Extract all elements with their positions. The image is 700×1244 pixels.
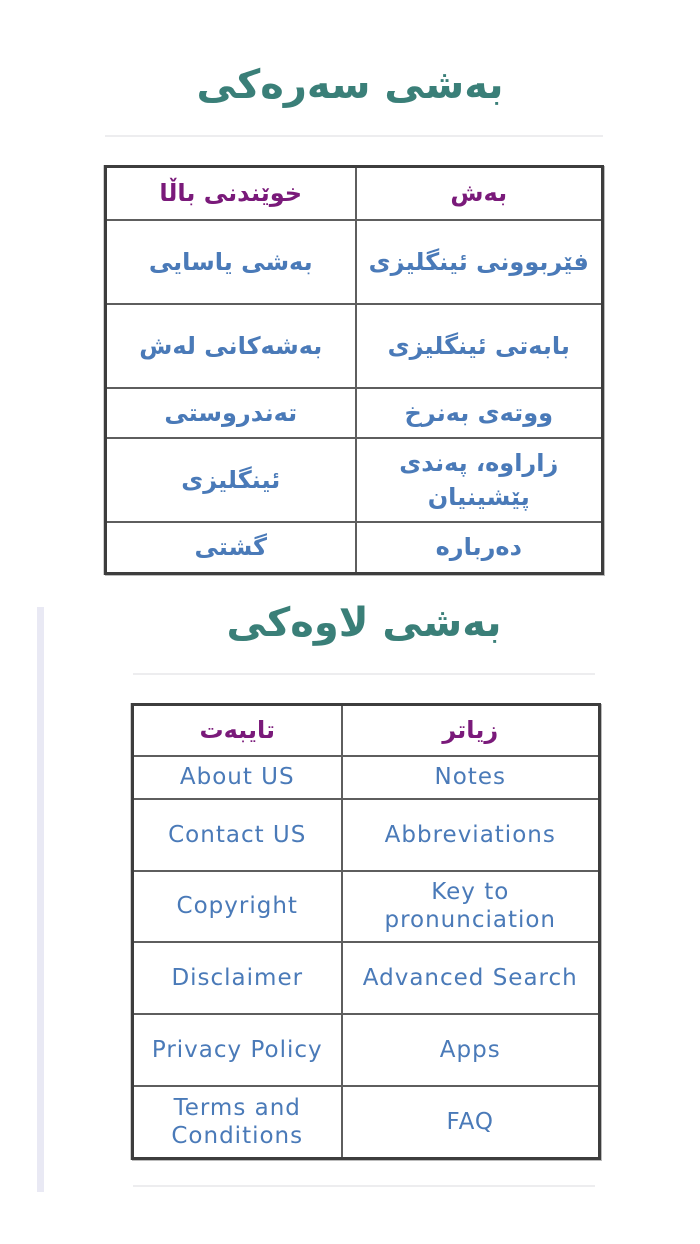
link-about-us[interactable]: About US	[133, 756, 342, 799]
table-row	[133, 871, 600, 942]
table-row	[133, 1014, 600, 1086]
link-body-parts[interactable]: بەشەکانی لەش	[106, 304, 356, 388]
link-idioms-proverbs[interactable]: زاراوە، پەندی پێشینیان	[356, 438, 603, 522]
table-header-row	[133, 705, 600, 756]
table-row	[133, 942, 600, 1014]
link-english-topics[interactable]: بابەتی ئینگلیزی	[356, 304, 603, 388]
main-section-title: بەشی سەرەکی	[196, 62, 504, 108]
link-legal-section[interactable]: بەشی یاسایی	[106, 220, 356, 304]
secondary-section-divider	[133, 673, 595, 675]
link-health[interactable]: تەندروستی	[106, 388, 356, 438]
column-header-more: زیاتر	[342, 705, 600, 756]
table-row	[133, 756, 600, 799]
link-abbreviations[interactable]: Abbreviations	[342, 799, 600, 871]
table-row	[106, 388, 603, 438]
table-row	[133, 1086, 600, 1159]
link-about[interactable]: دەربارە	[356, 522, 603, 574]
link-notes[interactable]: Notes	[342, 756, 600, 799]
link-english[interactable]: ئینگلیزی	[106, 438, 356, 522]
link-copyright[interactable]: Copyright	[133, 871, 342, 942]
link-privacy-policy[interactable]: Privacy Policy	[133, 1014, 342, 1086]
column-header-special: تایبەت	[133, 705, 342, 756]
link-learning-english[interactable]: فێربوونی ئینگلیزی	[356, 220, 603, 304]
side-bar	[37, 607, 44, 1192]
column-header-higher-education: خوێندنی باڵا	[106, 167, 356, 220]
table-row	[106, 304, 603, 388]
table-row	[106, 522, 603, 574]
bottom-divider	[133, 1185, 595, 1187]
link-quotes[interactable]: ووتەی بەنرخ	[356, 388, 603, 438]
link-terms-and-conditions[interactable]: Terms and Conditions	[133, 1086, 342, 1159]
secondary-section-title: بەشی لاوەکی	[226, 600, 502, 646]
link-key-to-pronunciation[interactable]: Key to pronunciation	[342, 871, 600, 942]
main-section-table	[104, 165, 604, 575]
table-row	[133, 799, 600, 871]
link-contact-us[interactable]: Contact US	[133, 799, 342, 871]
link-advanced-search[interactable]: Advanced Search	[342, 942, 600, 1014]
link-apps[interactable]: Apps	[342, 1014, 600, 1086]
secondary-section-table	[131, 703, 601, 1160]
link-faq[interactable]: FAQ	[342, 1086, 600, 1159]
link-disclaimer[interactable]: Disclaimer	[133, 942, 342, 1014]
column-header-section: بەش	[356, 167, 603, 220]
link-general[interactable]: گشتی	[106, 522, 356, 574]
table-row	[106, 220, 603, 304]
table-header-row	[106, 167, 603, 220]
main-section-divider	[105, 135, 603, 137]
table-row	[106, 438, 603, 522]
